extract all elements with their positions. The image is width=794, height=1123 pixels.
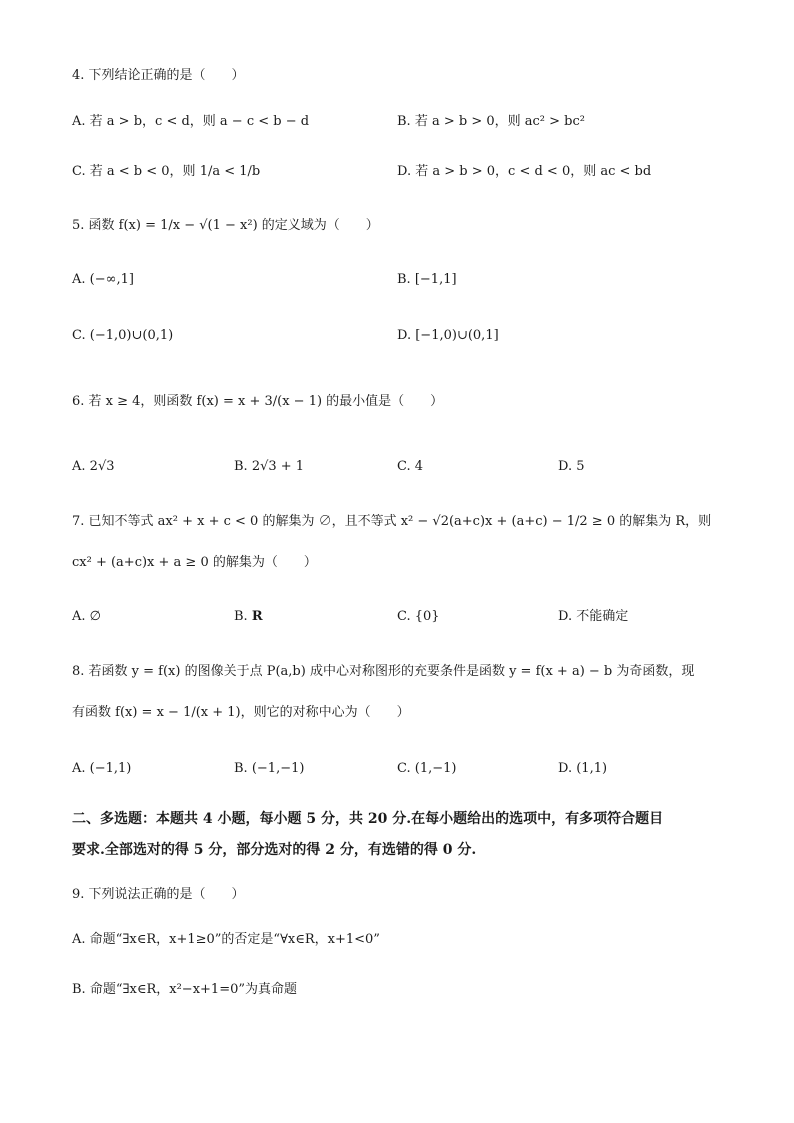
q6-option-a-text: 2√3 (89, 459, 115, 474)
q4-option-c-text: 若 a < b < 0，则 1/a < 1/b (89, 164, 261, 179)
q7-option-c-label: C. (397, 609, 411, 624)
q7-stem-line1: 7. 已知不等式 ax² + x + c < 0 的解集为 ∅，且不等式 x² − √2(a+c)x + (a+c) − 1/2 ≥ 0 的解集为 R，则 (72, 514, 712, 529)
q4-option-c-label: C. (72, 164, 86, 179)
q8-option-a-text: (−1,1) (89, 761, 132, 776)
q7-stem-line2: cx² + (a+c)x + a ≥ 0 的解集为（ ） (72, 555, 317, 570)
q4-option-a-label: A. (72, 114, 86, 129)
q7-option-b-text: R (251, 609, 263, 624)
q7-option-a-label: A. (72, 609, 86, 624)
q8-stem-line2: 有函数 f(x) = x − 1/(x + 1)，则它的对称中心为（ ） (72, 705, 410, 720)
q8-stem-line1: 8. 若函数 y = f(x) 的图像关于点 P(a,b) 成中心对称图形的充要条件是函数 y = f(x + a) − b 为奇函数，现 (72, 664, 695, 679)
q8-option-d-label: D. (558, 761, 573, 776)
q4-option-b-text: 若 a > b > 0，则 ac² > bc² (414, 114, 585, 129)
q6-option-c-label: C. (397, 459, 411, 474)
q5-option-d (397, 326, 499, 346)
q7-option-a-text: ∅ (89, 609, 101, 624)
q4-option-b (397, 112, 585, 132)
q6-option-b (234, 457, 304, 477)
q4-stem: 4. 下列结论正确的是（ ） (72, 68, 245, 83)
q8-option-a-label: A. (72, 761, 86, 776)
q6-option-c-text: 4 (414, 459, 424, 474)
q7-option-d-text: 不能确定 (576, 609, 629, 624)
q6-option-c (397, 457, 423, 477)
q7-option-d (558, 607, 628, 627)
q9-option-a-text: 命题“∃x∈R，x+1≥0”的否定是“∀x∈R，x+1<0” (89, 932, 380, 947)
q4-option-d-label: D. (397, 164, 412, 179)
q7-option-c-text: {0} (414, 609, 440, 624)
q5-option-b (397, 270, 457, 290)
q7-option-c (397, 607, 440, 627)
q8-option-d (558, 759, 607, 779)
q4-option-b-label: B. (397, 114, 411, 129)
q7-option-d-label: D. (558, 609, 573, 624)
q5-option-a (72, 270, 134, 290)
q5-option-c-label: C. (72, 328, 86, 343)
q8-option-d-text: (1,1) (576, 761, 608, 776)
q4-option-a-text: 若 a > b，c < d，则 a − c < b − d (89, 114, 310, 129)
q6-option-d (558, 457, 585, 477)
q5-option-c (72, 326, 173, 346)
q8-option-c-text: (1,−1) (414, 761, 457, 776)
q9-option-b-text: 命题“∃x∈R，x²−x+1=0”为真命题 (89, 982, 298, 997)
q4-option-d (397, 162, 651, 182)
q7-option-a (72, 607, 101, 627)
section2-heading-line1: 二、多选题：本题共 4 小题，每小题 5 分，共 20 分.在每小题给出的选项中，有多项符合题目 (72, 811, 664, 827)
q8-option-a (72, 759, 131, 779)
q4-option-a (72, 112, 309, 132)
q5-option-c-text: (−1,0)∪(0,1) (89, 328, 174, 343)
q8-option-c-label: C. (397, 761, 411, 776)
q5-stem: 5. 函数 f(x) = 1/x − √(1 − x²) 的定义域为（ ） (72, 218, 379, 233)
q7-option-b (234, 607, 263, 627)
q9-option-b (72, 980, 297, 1000)
q6-option-d-text: 5 (576, 459, 585, 474)
q8-option-b-text: (−1,−1) (251, 761, 305, 776)
q6-option-b-text: 2√3 + 1 (251, 459, 305, 474)
q5-option-b-text: [−1,1] (414, 272, 457, 287)
q8-option-b (234, 759, 304, 779)
q9-option-a-label: A. (72, 932, 86, 947)
q5-option-a-label: A. (72, 272, 86, 287)
q5-option-d-label: D. (397, 328, 412, 343)
section2-heading-line2: 要求.全部选对的得 5 分，部分选对的得 2 分，有选错的得 0 分. (72, 842, 477, 858)
q9-stem: 9. 下列说法正确的是（ ） (72, 887, 245, 902)
q6-stem: 6. 若 x ≥ 4，则函数 f(x) = x + 3/(x − 1) 的最小值是（ ） (72, 394, 444, 409)
q6-option-b-label: B. (234, 459, 248, 474)
q4-option-d-text: 若 a > b > 0，c < d < 0，则 ac < bd (415, 164, 652, 179)
q6-option-d-label: D. (558, 459, 573, 474)
q8-option-c (397, 759, 456, 779)
q9-option-b-label: B. (72, 982, 86, 997)
q9-option-a (72, 930, 380, 950)
q5-option-b-label: B. (397, 272, 411, 287)
q6-option-a-label: A. (72, 459, 86, 474)
q4-option-c (72, 162, 260, 182)
q8-option-b-label: B. (234, 761, 248, 776)
q5-option-d-text: [−1,0)∪(0,1] (415, 328, 499, 343)
q7-option-b-label: B. (234, 609, 248, 624)
q5-option-a-text: (−∞,1] (89, 272, 134, 287)
q6-option-a (72, 457, 115, 477)
